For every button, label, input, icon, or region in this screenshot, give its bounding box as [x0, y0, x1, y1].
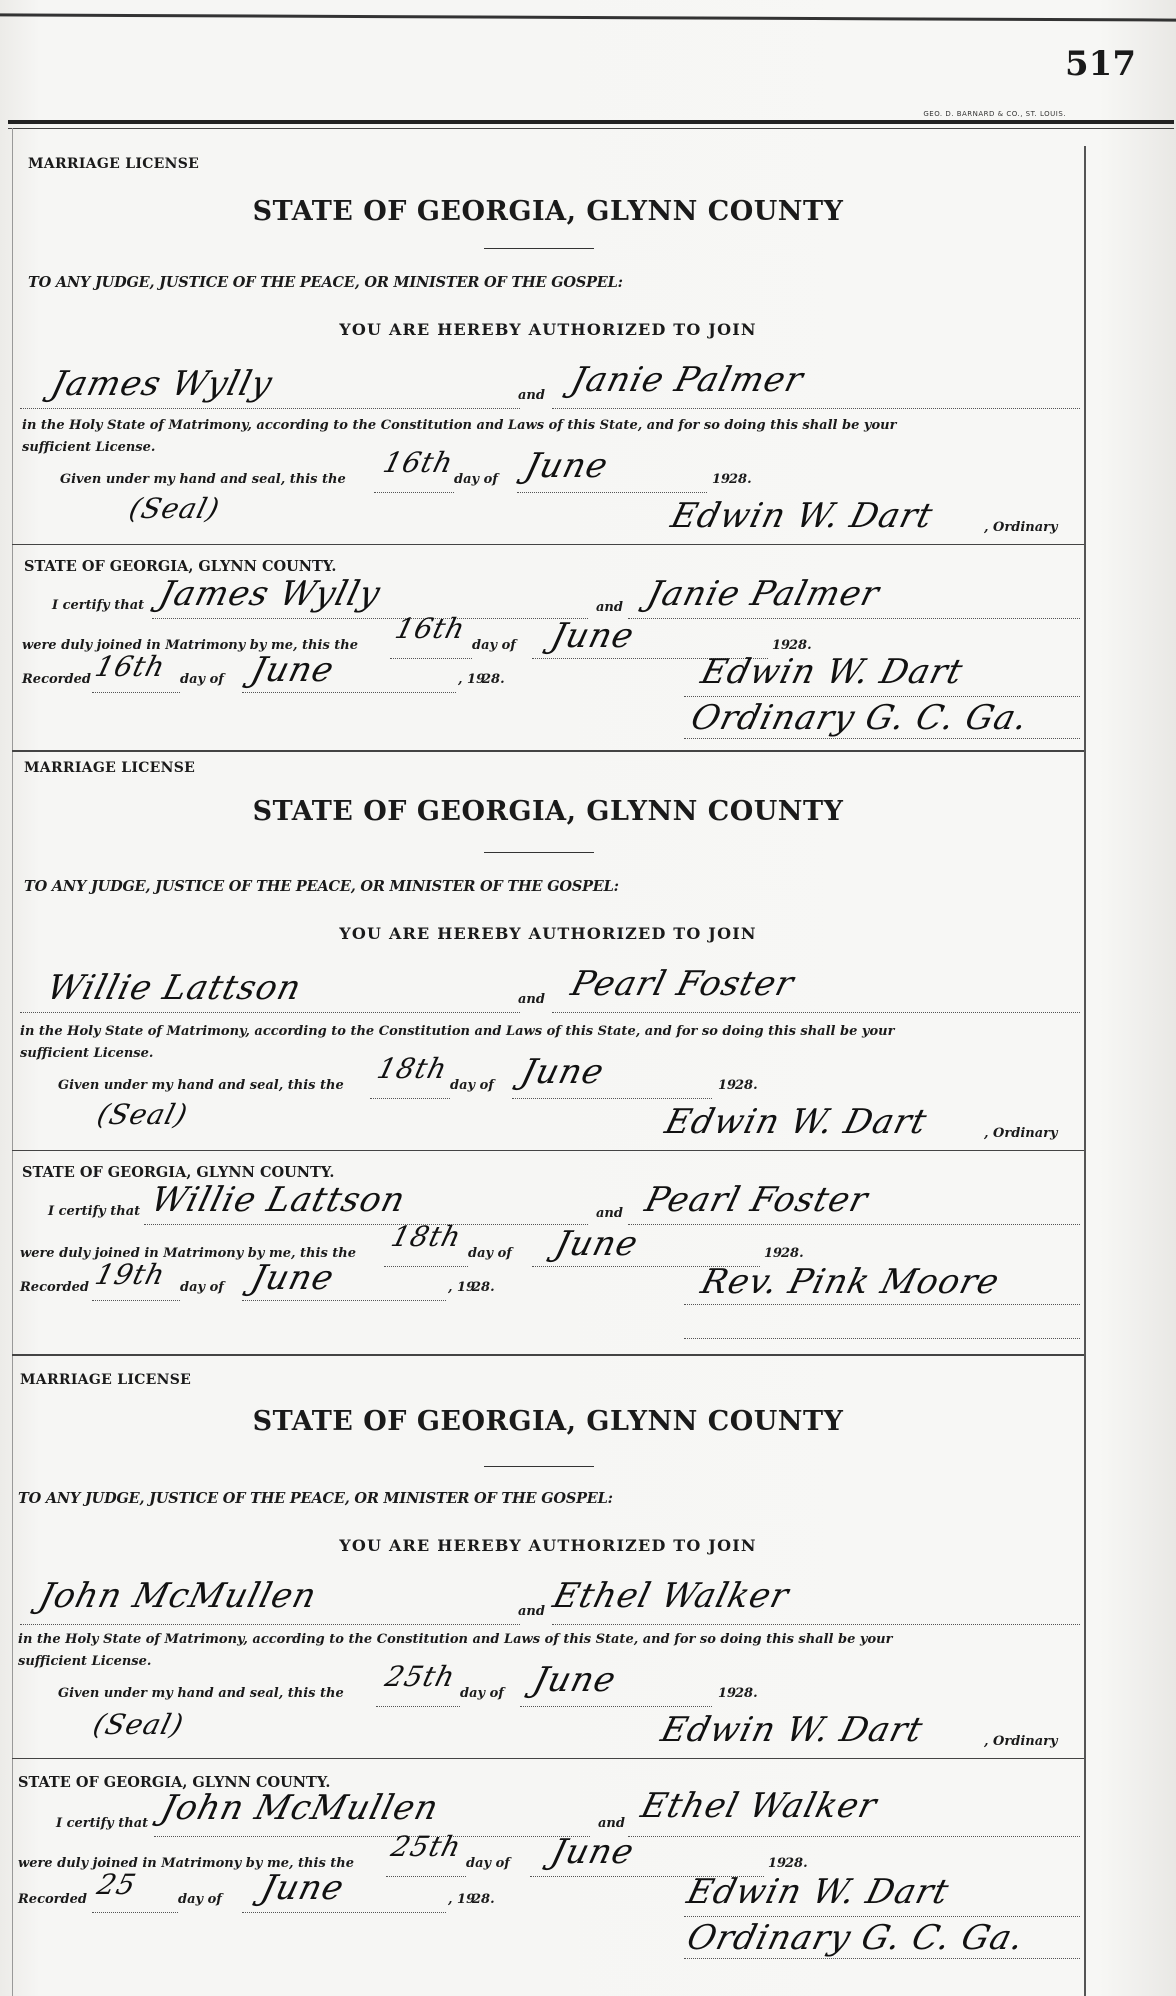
marriage-record — [12, 1358, 1084, 1988]
recorded-month-rule — [242, 692, 456, 694]
cert-bride: Janie Palmer — [643, 574, 884, 614]
license-label: MARRIAGE LICENSE — [28, 156, 200, 172]
cert-groom: John McMullen — [157, 1788, 444, 1828]
joined-day-rule — [384, 1266, 468, 1268]
authorized-line: YOU ARE HEREBY AUTHORIZED TO JOIN — [339, 924, 757, 943]
cert-groom: James Wylly — [155, 574, 385, 614]
and-label: and — [596, 600, 623, 615]
and-label: and — [596, 1206, 623, 1221]
marriage-record — [12, 754, 1084, 1354]
license-title: STATE OF GEORGIA, GLYNN COUNTY — [252, 1406, 844, 1437]
printer-imprint: GEO. D. BARNARD & CO., ST. LOUIS. — [923, 110, 1066, 118]
recorded-month: June — [247, 1258, 339, 1298]
joined-day: 16th — [391, 612, 470, 645]
year-prefix: 19 — [768, 1856, 787, 1871]
ordinary-label: , Ordinary — [984, 1126, 1058, 1141]
day-of-label: day of — [460, 1686, 504, 1701]
ordinary-signature: Edwin W. Dart — [657, 1710, 928, 1750]
month-rule — [517, 492, 707, 494]
cert-bride-rule — [628, 618, 1080, 620]
groom-rule — [20, 1624, 520, 1626]
license-month: June — [517, 1052, 609, 1092]
cert-groom: Willie Lattson — [147, 1180, 410, 1220]
cert-bride: Ethel Walker — [637, 1786, 882, 1826]
officiant-title-rule — [684, 738, 1080, 740]
bride-rule — [552, 408, 1080, 410]
recorded-day-of: day of — [180, 1280, 224, 1295]
recorded-day: 25 — [93, 1868, 140, 1901]
certify-label: I certify that — [52, 598, 145, 613]
title-rule — [484, 248, 594, 249]
recorded-day: 19th — [91, 1258, 170, 1291]
day-rule — [370, 1098, 450, 1100]
groom-name: Willie Lattson — [43, 968, 306, 1008]
bride-rule — [552, 1624, 1080, 1626]
sufficient-license: sufficient License. — [18, 1654, 152, 1669]
marriage-record — [12, 146, 1084, 750]
recorded-label: Recorded — [20, 1280, 89, 1295]
recorded-day-rule — [92, 1300, 180, 1302]
recorded-day-of: day of — [180, 672, 224, 687]
day-of-label: day of — [468, 1246, 512, 1261]
bride-name: Pearl Foster — [567, 964, 799, 1004]
recorded-year-prefix: , 19 — [458, 672, 486, 687]
license-title: STATE OF GEORGIA, GLYNN COUNTY — [252, 796, 844, 827]
cert-groom-rule — [154, 1836, 590, 1838]
sufficient-license: sufficient License. — [22, 440, 156, 455]
and-label: and — [518, 388, 545, 403]
year-prefix: 19 — [712, 472, 731, 487]
officiant-signature: Edwin W. Dart — [697, 652, 968, 692]
address-line: TO ANY JUDGE, JUSTICE OF THE PEACE, OR MINISTER OF THE GOSPEL: — [18, 1490, 613, 1507]
title-rule — [484, 1466, 594, 1467]
joined-day: 18th — [387, 1220, 466, 1253]
ordinary-label: , Ordinary — [984, 520, 1058, 535]
year-prefix: 19 — [718, 1078, 737, 1093]
ordinary-signature: Edwin W. Dart — [661, 1102, 932, 1142]
officiant-rule — [684, 696, 1080, 698]
officiant-title-rule — [684, 1338, 1080, 1340]
joined-day-rule — [386, 1876, 466, 1878]
bride-rule — [552, 1012, 1080, 1014]
given-under-label: Given under my hand and seal, this the — [60, 472, 346, 487]
recorded-year: 28. — [472, 1892, 495, 1907]
top-edge-rule — [0, 13, 1176, 21]
authorized-line: YOU ARE HEREBY AUTHORIZED TO JOIN — [339, 320, 757, 339]
recorded-day-of: day of — [178, 1892, 222, 1907]
bride-name: Ethel Walker — [549, 1576, 794, 1616]
license-cert-divider — [12, 1758, 1084, 1759]
recorded-year-prefix: , 19 — [448, 1892, 476, 1907]
license-day: 18th — [373, 1052, 452, 1085]
officiant-rule — [684, 1304, 1080, 1306]
cert-header: STATE OF GEORGIA, GLYNN COUNTY. — [18, 1774, 331, 1791]
groom-name: John McMullen — [35, 1576, 322, 1616]
day-of-label: day of — [466, 1856, 510, 1871]
and-label: and — [518, 1604, 545, 1619]
officiant-rule — [684, 1916, 1080, 1918]
license-year: 28. — [729, 472, 752, 487]
year-prefix: 19 — [764, 1246, 783, 1261]
joined-day: 25th — [387, 1830, 466, 1863]
license-day: 16th — [379, 446, 458, 479]
recorded-label: Recorded — [18, 1892, 87, 1907]
address-line: TO ANY JUDGE, JUSTICE OF THE PEACE, OR MINISTER OF THE GOSPEL: — [24, 878, 619, 895]
license-label: MARRIAGE LICENSE — [24, 760, 196, 776]
license-month: June — [521, 446, 613, 486]
joined-year: 28. — [781, 1246, 804, 1261]
page-number: 517 — [1065, 44, 1136, 84]
joined-month: June — [551, 1224, 643, 1264]
license-cert-divider — [12, 544, 1084, 545]
month-rule — [520, 1706, 712, 1708]
cert-groom-rule — [152, 618, 588, 620]
cert-header: STATE OF GEORGIA, GLYNN COUNTY. — [22, 1164, 335, 1181]
officiant-signature: Rev. Pink Moore — [697, 1262, 1004, 1302]
year-prefix: 19 — [772, 638, 791, 653]
seal-mark: (Seal) — [125, 492, 224, 525]
ordinary-signature: Edwin W. Dart — [667, 496, 938, 536]
sufficient-license: sufficient License. — [20, 1046, 154, 1061]
officiant-title-rule — [684, 1958, 1080, 1960]
license-year: 28. — [735, 1686, 758, 1701]
header-rule-thin — [8, 128, 1174, 129]
title-rule — [484, 852, 594, 853]
groom-rule — [20, 408, 520, 410]
joined-month: June — [547, 1832, 639, 1872]
groom-name: James Wylly — [47, 364, 277, 404]
cert-bride-rule — [628, 1836, 1080, 1838]
year-prefix: 19 — [718, 1686, 737, 1701]
license-title: STATE OF GEORGIA, GLYNN COUNTY — [252, 196, 844, 227]
joined-label: were duly joined in Matrimony by me, this the — [22, 638, 359, 653]
license-month: June — [529, 1660, 621, 1700]
cert-groom-rule — [144, 1224, 588, 1226]
day-of-label: day of — [472, 638, 516, 653]
authorized-line: YOU ARE HEREBY AUTHORIZED TO JOIN — [339, 1536, 757, 1555]
joined-label: were duly joined in Matrimony by me, this the — [18, 1856, 355, 1871]
header-rule — [8, 120, 1174, 124]
month-rule — [512, 1098, 712, 1100]
recorded-year: 28. — [472, 1280, 495, 1295]
license-cert-divider — [12, 1150, 1084, 1151]
joined-label: were duly joined in Matrimony by me, this the — [20, 1246, 357, 1261]
address-line: TO ANY JUDGE, JUSTICE OF THE PEACE, OR MINISTER OF THE GOSPEL: — [28, 274, 623, 291]
recorded-day: 16th — [91, 650, 170, 683]
recorded-day-rule — [92, 1912, 178, 1914]
recorded-month-rule — [242, 1300, 446, 1302]
right-margin-line — [1084, 146, 1086, 1996]
recorded-label: Recorded — [22, 672, 91, 687]
joined-year: 28. — [785, 1856, 808, 1871]
joined-month: June — [547, 616, 639, 656]
cert-bride: Pearl Foster — [641, 1180, 873, 1220]
officiant-title: Ordinary G. C. Ga. — [687, 698, 1033, 738]
certify-label: I certify that — [56, 1816, 149, 1831]
matrimony-line: in the Holy State of Matrimony, according to the Constitution and Laws of this State, and for so doing this shall be your — [22, 418, 897, 433]
seal-mark: (Seal) — [89, 1708, 188, 1741]
groom-rule — [20, 1012, 520, 1014]
given-under-label: Given under my hand and seal, this the — [58, 1078, 344, 1093]
matrimony-line: in the Holy State of Matrimony, according to the Constitution and Laws of this State, and for so doing this shall be your — [20, 1024, 895, 1039]
matrimony-line: in the Holy State of Matrimony, according to the Constitution and Laws of this State, and for so doing this shall be your — [18, 1632, 893, 1647]
day-of-label: day of — [450, 1078, 494, 1093]
day-rule — [376, 1706, 460, 1708]
certify-label: I certify that — [48, 1204, 141, 1219]
and-label: and — [518, 992, 545, 1007]
given-under-label: Given under my hand and seal, this the — [58, 1686, 344, 1701]
license-day: 25th — [381, 1660, 460, 1693]
license-label: MARRIAGE LICENSE — [20, 1372, 192, 1388]
recorded-month-rule — [242, 1912, 446, 1914]
cert-header: STATE OF GEORGIA, GLYNN COUNTY. — [24, 558, 337, 575]
recorded-day-rule — [92, 692, 180, 694]
joined-year: 28. — [789, 638, 812, 653]
bride-name: Janie Palmer — [567, 360, 808, 400]
record-separator — [12, 750, 1084, 752]
ordinary-label: , Ordinary — [984, 1734, 1058, 1749]
recorded-month: June — [247, 650, 339, 690]
recorded-month: June — [257, 1868, 349, 1908]
recorded-year-prefix: , 19 — [448, 1280, 476, 1295]
officiant-title: Ordinary G. C. Ga. — [683, 1918, 1029, 1958]
recorded-year: 28. — [482, 672, 505, 687]
officiant-signature: Edwin W. Dart — [683, 1872, 954, 1912]
and-label: and — [598, 1816, 625, 1831]
seal-mark: (Seal) — [93, 1098, 192, 1131]
record-separator — [12, 1354, 1084, 1356]
day-of-label: day of — [454, 472, 498, 487]
license-year: 28. — [735, 1078, 758, 1093]
day-rule — [374, 492, 454, 494]
joined-day-rule — [390, 658, 472, 660]
cert-bride-rule — [628, 1224, 1080, 1226]
